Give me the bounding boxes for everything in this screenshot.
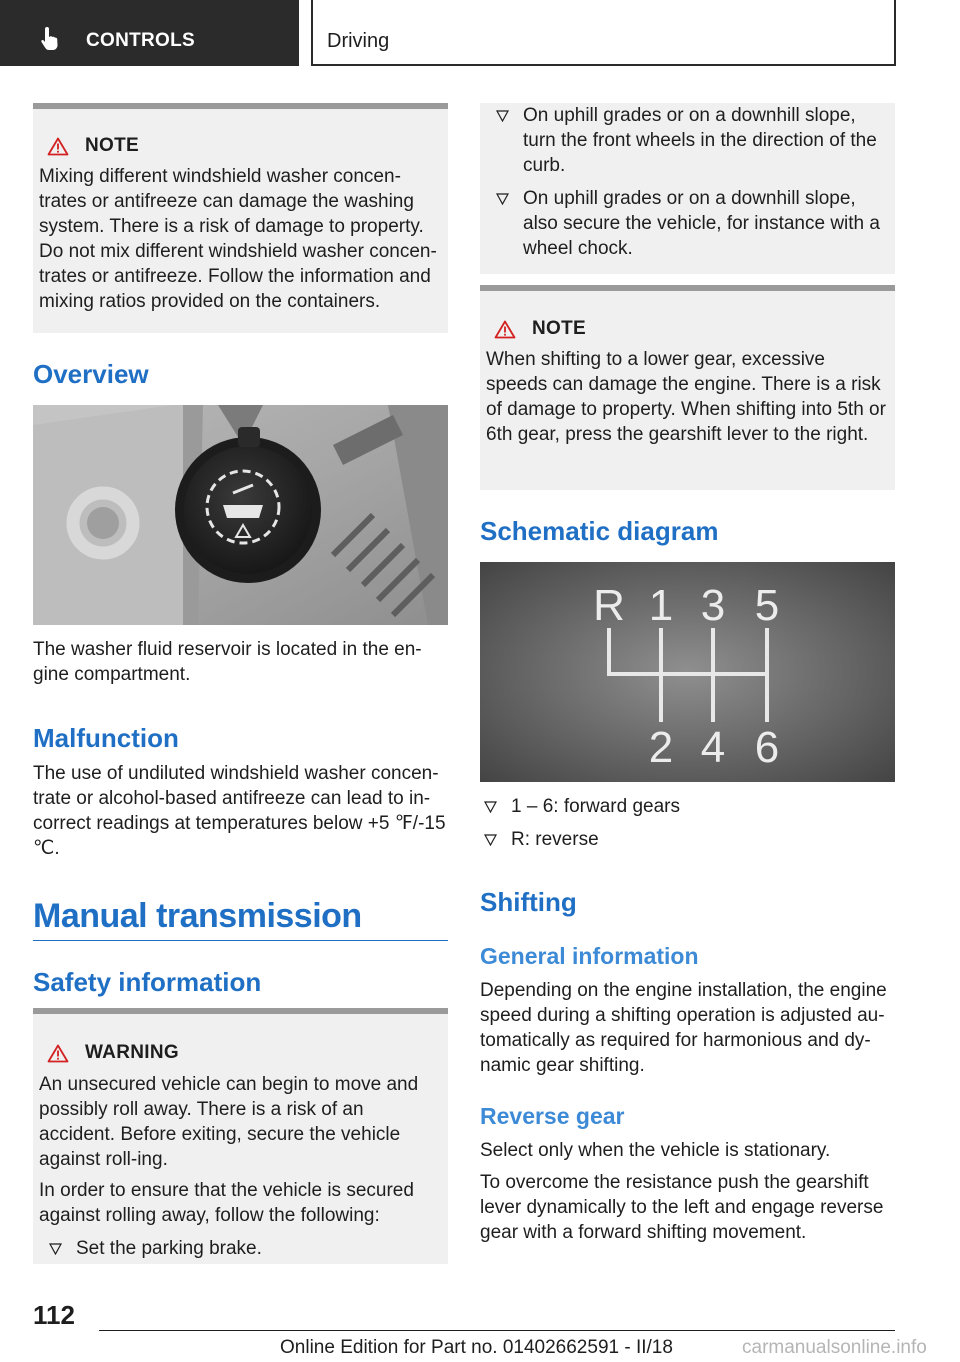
bullet-triangle-icon	[484, 834, 497, 846]
general-information-heading: General information	[480, 943, 699, 969]
warning-triangle-icon	[494, 320, 516, 339]
note-box	[33, 103, 448, 333]
page-number: 112	[33, 1300, 75, 1330]
gear-label-6: 6	[754, 723, 780, 772]
note-box-2	[480, 285, 895, 490]
bullet-triangle-icon	[496, 193, 509, 205]
hand-pointer-icon	[40, 26, 62, 52]
note-label: NOTE	[85, 135, 139, 156]
section-label: CONTROLS	[86, 30, 196, 51]
general-information-text: Depending on the engine installation, the engine speed during a shifting operation is adjusted au-tomatically as required for harmonious and dy-namic gear shifting.	[480, 980, 887, 1076]
gear-label-1: 1	[648, 581, 674, 630]
warning-box	[33, 1008, 448, 1264]
legend-reverse: R: reverse	[511, 829, 599, 850]
note-text: Mixing different windshield washer concen-trates or antifreeze can damage the washing system. There is a risk of damage to property. Do not mix different windshield washer concen-trates or antifreeze. Follow the information and mixing ratios provided on the containers.	[39, 166, 437, 312]
list-item	[484, 794, 895, 819]
overview-heading: Overview	[33, 359, 149, 389]
reverse-gear-text-2: To overcome the resistance push the gearshift lever dynamically to the left and engage reverse gear with a forward shifting movement.	[480, 1172, 884, 1243]
schematic-diagram-heading: Schematic diagram	[480, 516, 719, 546]
list-item	[484, 827, 895, 852]
bullet-triangle-icon	[49, 1243, 62, 1255]
malfunction-text: The use of undiluted windshield washer concen-trate or alcohol-based antifreeze can lead to in-correct readings at temperatures below +5 ℉/-15 ℃.	[33, 763, 446, 859]
list-item	[49, 1236, 442, 1261]
gear-label-2: 2	[648, 723, 674, 772]
reverse-gear-text-1: Select only when the vehicle is stationary.	[480, 1140, 831, 1161]
bullet-triangle-icon	[496, 110, 509, 122]
edition-info: Online Edition for Part no. 01402662591 - II/18	[280, 1337, 673, 1358]
chapter-title: Driving	[327, 30, 390, 52]
heading-rule	[33, 940, 448, 941]
warning-text-1: An unsecured vehicle can begin to move and possibly roll away. There is a risk of an accident. Before exiting, secure the vehicle against roll-ing.	[39, 1074, 419, 1170]
warning-bullet-3: On uphill grades or on a downhill slope, also secure the vehicle, for instance with a wheel chock.	[523, 188, 880, 259]
list-item	[496, 103, 883, 178]
note-text-2: When shifting to a lower gear, excessive speeds can damage the engine. There is a risk of damage to property. When shifting into 5th or 6th gear, press the gearshift lever to the right.	[486, 349, 886, 445]
gear-label-3: 3	[700, 581, 726, 630]
shifting-heading: Shifting	[480, 887, 577, 917]
gear-label-4: 4	[700, 723, 726, 772]
warning-triangle-icon	[47, 137, 69, 156]
overview-caption: The washer fluid reservoir is located in the en-gine compartment.	[33, 639, 422, 685]
gear-shift-schematic-image	[480, 562, 895, 782]
manual-transmission-heading: Manual transmission	[33, 897, 362, 935]
warning-bullet-2: On uphill grades or on a downhill slope, turn the front wheels in the direction of the curb.	[523, 105, 877, 176]
legend-forward-gears: 1 – 6: forward gears	[511, 796, 680, 817]
note-label-2: NOTE	[532, 318, 586, 339]
header-section-tab	[0, 0, 299, 66]
footer-rule	[99, 1330, 895, 1331]
warning-label: WARNING	[85, 1042, 179, 1063]
warning-bullet-1: Set the parking brake.	[76, 1238, 262, 1259]
warning-triangle-icon	[47, 1044, 69, 1063]
bullet-triangle-icon	[484, 801, 497, 813]
gear-label-5: 5	[754, 581, 780, 630]
header-title-box	[311, 0, 896, 66]
schematic-legend	[484, 794, 895, 852]
watermark: carmanualsonline.info	[742, 1337, 927, 1358]
warning-text-2: In order to ensure that the vehicle is secured against rolling away, follow the following:	[39, 1180, 414, 1226]
washer-reservoir-image	[33, 405, 448, 625]
warning-continued-box	[480, 103, 895, 274]
safety-information-heading: Safety information	[33, 967, 262, 997]
reverse-gear-heading: Reverse gear	[480, 1103, 625, 1129]
gear-label-r: R	[593, 581, 625, 630]
list-item	[496, 186, 883, 261]
malfunction-heading: Malfunction	[33, 723, 179, 753]
